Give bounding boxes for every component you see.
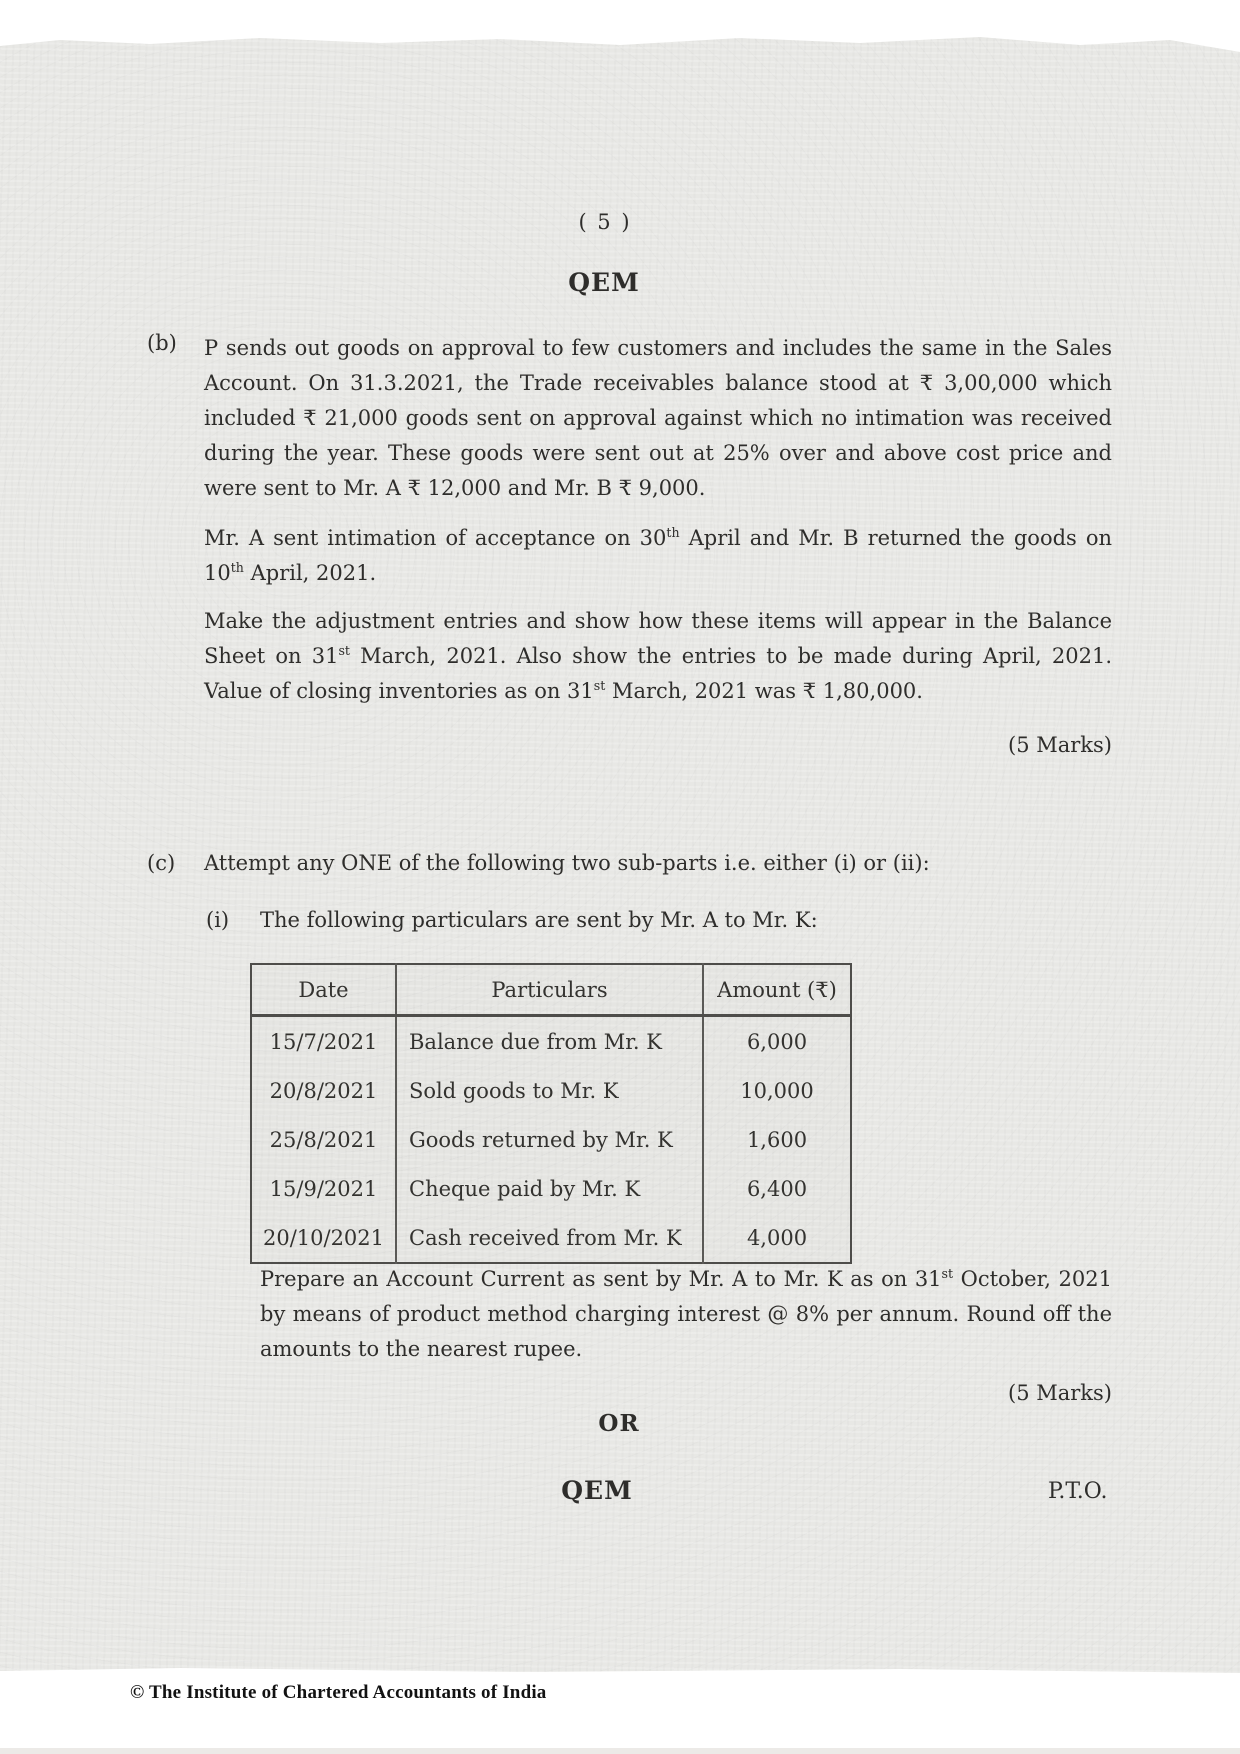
copyright-notice: © The Institute of Chartered Accountants of India <box>130 1682 547 1703</box>
question-b-paragraph-1: P sends out goods on approval to few customers and includes the same in the Sales Account. On 31.3.2021, the Trade receivables balance stood at ₹ 3,00,000 which included ₹ 21,000 goods sent on approval against which no intimation was received during the year. These goods were sent out at 25% over and above cost price and were sent to Mr. A ₹ 12,000 and Mr. B ₹ 9,000. <box>204 336 1112 500</box>
table-cell-amount: 10,000 <box>740 1078 814 1103</box>
question-c-label: (c) <box>147 851 176 875</box>
table-col-header: Date <box>251 964 396 1016</box>
table-cell-amount: 1,600 <box>746 1127 808 1152</box>
question-b-label: (b) <box>147 331 177 355</box>
table-row <box>251 1115 851 1164</box>
paper-code-header: QEM <box>568 268 640 297</box>
table-col-header: Particulars <box>396 964 703 1016</box>
pto-note: P.T.O. <box>1048 1479 1108 1504</box>
sub-part-i-label: (i) <box>206 908 230 932</box>
question-b-paragraph-3: Make the adjustment entries and show how these items will appear in the Balance Sheet on 31st March, 2021. Also show the entries to be made during April, 2021. Value of closing inventories as on 31st March, 2021 was ₹ 1,80,000. <box>204 609 1113 703</box>
table-cell-particulars: Sold goods to Mr. K <box>396 1066 703 1115</box>
table-header-row <box>251 964 851 1016</box>
sub-part-i-intro: The following particulars are sent by Mr. A to Mr. K: <box>260 908 818 932</box>
table-cell-particulars: Balance due from Mr. K <box>396 1016 703 1067</box>
paper-code-footer: QEM <box>561 1476 633 1505</box>
table-cell-amount: 6,400 <box>746 1176 808 1201</box>
or-separator: OR <box>598 1410 640 1437</box>
table-cell-particulars: Cash received from Mr. K <box>396 1213 703 1263</box>
question-c-intro: Attempt any ONE of the following two sub-parts i.e. either (i) or (ii): <box>204 851 930 875</box>
sub-part-i-instruction: Prepare an Account Current as sent by Mr. A to Mr. K as on 31st October, 2021 by means of product method charging interest @ 8% per annum. Round off the amounts to the nearest rupee. <box>260 1266 1112 1361</box>
table-cell-date: 20/8/2021 <box>251 1066 396 1115</box>
table-cell-amount: 6,000 <box>746 1029 808 1054</box>
question-b-paragraph-2: Mr. A sent intimation of acceptance on 30th April and Mr. B returned the goods on 10th April, 2021. <box>204 525 1112 585</box>
scan-bottom-edge <box>0 1748 1240 1754</box>
table-cell-particulars: Goods returned by Mr. K <box>396 1115 703 1164</box>
table-row <box>251 1164 851 1213</box>
page-number: ( 5 ) <box>578 210 632 234</box>
particulars-table-body <box>251 1016 851 1264</box>
table-cell-date: 15/7/2021 <box>251 1016 396 1067</box>
table-cell-date: 25/8/2021 <box>251 1115 396 1164</box>
particulars-table <box>250 963 852 1264</box>
sub-part-i-marks: (5 Marks) <box>1008 1381 1112 1405</box>
table-row <box>251 1213 851 1263</box>
question-b-marks: (5 Marks) <box>1008 733 1112 757</box>
table-cell-date: 20/10/2021 <box>251 1213 396 1263</box>
table-col-header: Amount (₹) <box>703 964 851 1016</box>
particulars-table-head <box>251 964 851 1016</box>
table-row <box>251 1016 851 1067</box>
table-row <box>251 1066 851 1115</box>
table-cell-amount: 4,000 <box>746 1225 808 1250</box>
table-cell-date: 15/9/2021 <box>251 1164 396 1213</box>
table-cell-particulars: Cheque paid by Mr. K <box>396 1164 703 1213</box>
